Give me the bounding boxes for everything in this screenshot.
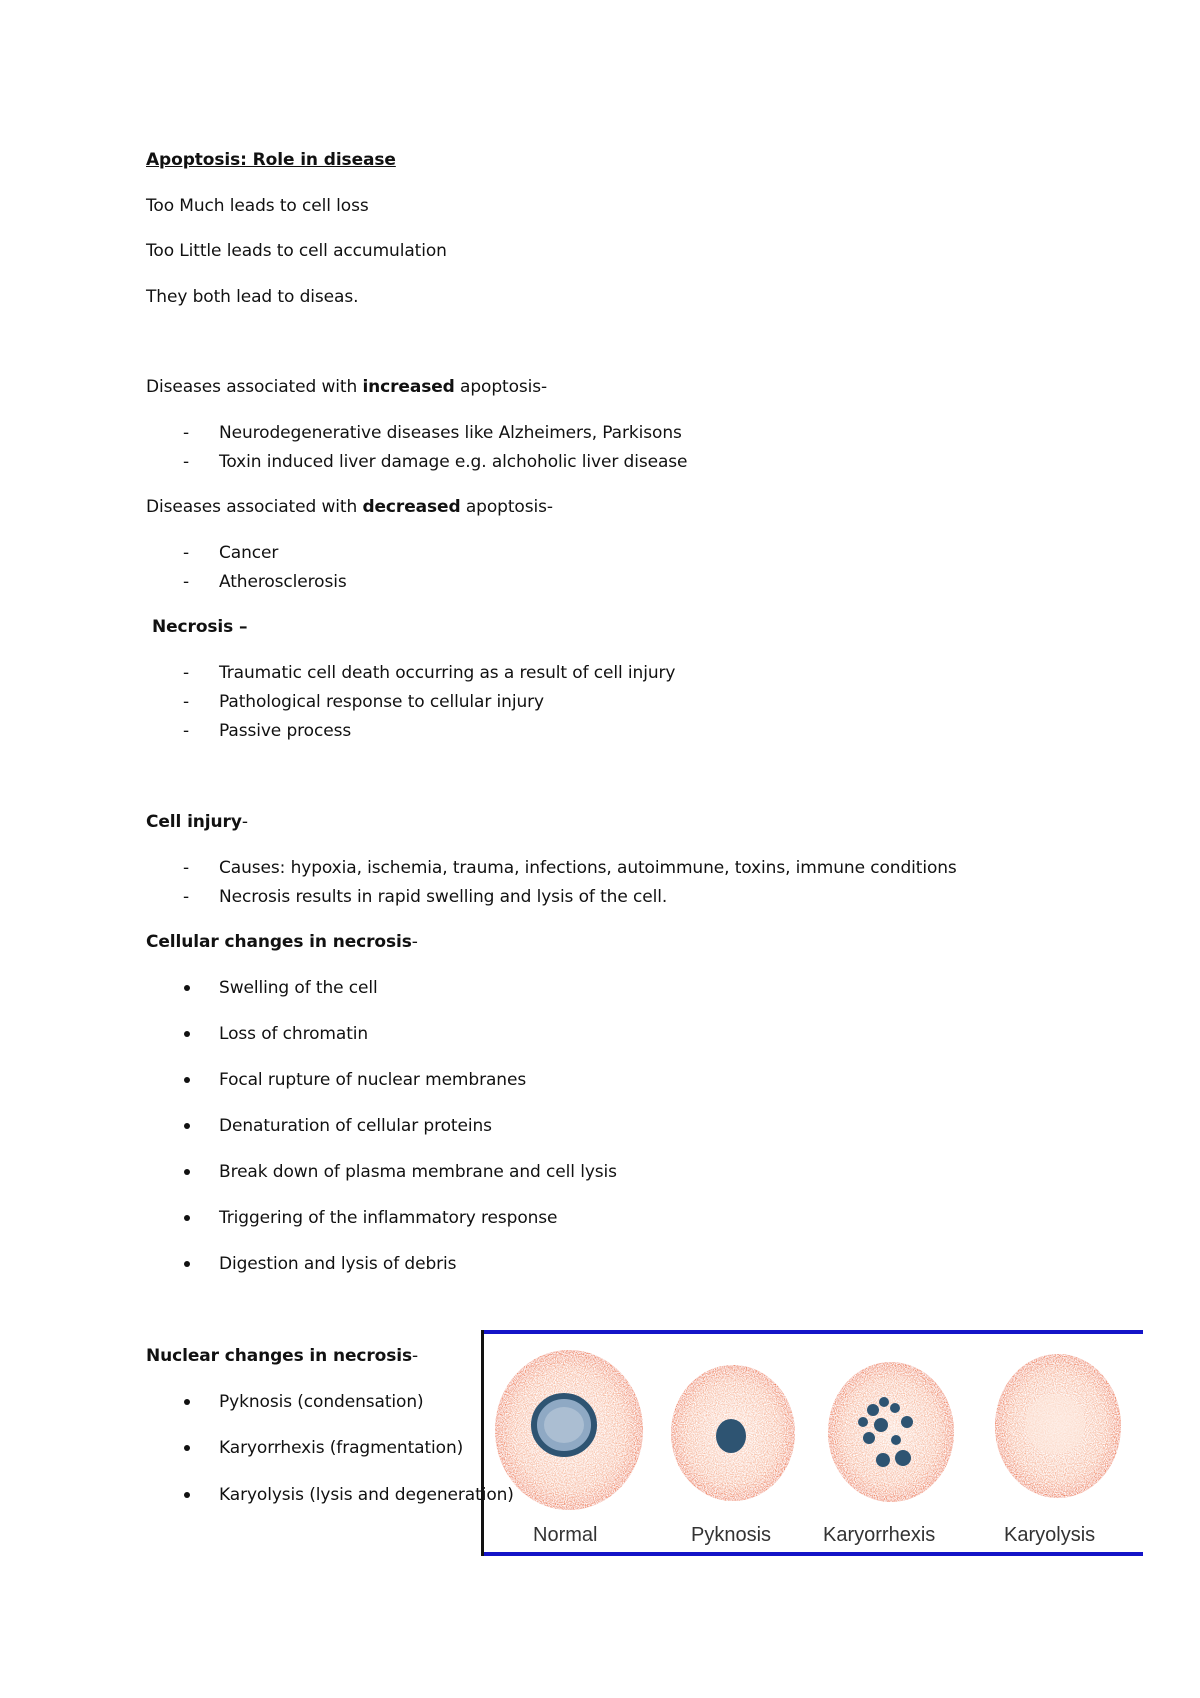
- cell-injury-heading: [146, 812, 248, 832]
- cells-illustration: [481, 1330, 1143, 1556]
- heading-bold: Nuclear changes in necrosis: [146, 1346, 413, 1366]
- necrosis-heading: Necrosis –: [152, 617, 248, 637]
- list-item: Karyolysis (lysis and degeneration): [219, 1485, 514, 1505]
- heading-post: apoptosis-: [454, 377, 548, 397]
- intro-line-1: Too Much leads to cell loss: [146, 196, 369, 216]
- list-item: Pyknosis (condensation): [219, 1392, 424, 1412]
- heading-bold: decreased: [362, 497, 461, 517]
- list-item: Digestion and lysis of debris: [219, 1254, 457, 1274]
- pyknosis-cell-icon: [671, 1365, 795, 1501]
- heading-pre: Diseases associated with: [146, 377, 363, 397]
- heading-bold: Cell injury: [146, 812, 242, 832]
- intro-line-3: They both lead to diseas.: [146, 287, 359, 307]
- heading-bold: increased: [362, 377, 455, 397]
- dash-bullet: -: [183, 721, 190, 741]
- dash-bullet: -: [183, 572, 190, 592]
- bullet-dot: [184, 1169, 190, 1175]
- dash-bullet: -: [183, 887, 190, 907]
- list-item: Break down of plasma membrane and cell lysis: [219, 1162, 617, 1182]
- heading-bold: Cellular changes in necrosis: [146, 932, 412, 952]
- increased-apoptosis-heading: [146, 377, 547, 397]
- caption-karyorrhexis: Karyorrhexis: [823, 1524, 936, 1546]
- bullet-dot: [184, 1492, 190, 1498]
- bullet-dot: [184, 1399, 190, 1405]
- list-item: Focal rupture of nuclear membranes: [219, 1070, 527, 1090]
- bullet-dot: [184, 1077, 190, 1083]
- dash-bullet: -: [183, 692, 190, 712]
- dash-bullet: -: [183, 423, 190, 443]
- caption-karyolysis: Karyolysis: [1004, 1524, 1096, 1546]
- dash-bullet: -: [183, 663, 190, 683]
- karyorrhexis-cell-icon: [828, 1362, 954, 1502]
- intro-line-2: Too Little leads to cell accumulation: [146, 241, 447, 261]
- list-item: Denaturation of cellular proteins: [219, 1116, 492, 1136]
- heading-pre: Diseases associated with: [146, 497, 363, 517]
- list-item: Cancer: [219, 543, 279, 563]
- caption-normal: Normal: [533, 1524, 598, 1546]
- bullet-dot: [184, 1123, 190, 1129]
- list-item: Atherosclerosis: [219, 572, 347, 592]
- list-item: Neurodegenerative diseases like Alzheimers, Parkisons: [219, 423, 682, 443]
- heading-suffix: -: [412, 1346, 419, 1366]
- list-item: Loss of chromatin: [219, 1024, 369, 1044]
- bullet-dot: [184, 1031, 190, 1037]
- heading-suffix: -: [411, 932, 418, 952]
- list-item: Toxin induced liver damage e.g. alchoholic liver disease: [219, 452, 688, 472]
- list-item: Passive process: [219, 721, 352, 741]
- dash-bullet: -: [183, 452, 190, 472]
- bullet-dot: [184, 985, 190, 991]
- bullet-dot: [184, 1445, 190, 1451]
- bullet-dot: [184, 1215, 190, 1221]
- list-item: Triggering of the inflammatory response: [219, 1208, 558, 1228]
- karyolysis-cell-icon: [995, 1354, 1121, 1498]
- decreased-apoptosis-heading: [146, 497, 553, 517]
- cellular-changes-heading: [146, 932, 418, 952]
- dash-bullet: -: [183, 543, 190, 563]
- heading-post: apoptosis-: [460, 497, 553, 517]
- list-item: Pathological response to cellular injury: [219, 692, 544, 712]
- page-title: Apoptosis: Role in disease: [146, 150, 396, 170]
- nuclear-changes-figure: [481, 1330, 1143, 1556]
- normal-cell-icon: [495, 1350, 643, 1510]
- list-item: Traumatic cell death occurring as a result of cell injury: [219, 663, 676, 683]
- caption-pyknosis: Pyknosis: [691, 1524, 772, 1546]
- dash-bullet: -: [183, 858, 190, 878]
- list-item: Necrosis results in rapid swelling and lysis of the cell.: [219, 887, 668, 907]
- nuclear-changes-heading: [146, 1346, 418, 1366]
- list-item: Karyorrhexis (fragmentation): [219, 1438, 464, 1458]
- list-item: Causes: hypoxia, ischemia, trauma, infections, autoimmune, toxins, immune conditions: [219, 858, 957, 878]
- list-item: Swelling of the cell: [219, 978, 378, 998]
- bullet-dot: [184, 1261, 190, 1267]
- heading-suffix: -: [241, 812, 248, 832]
